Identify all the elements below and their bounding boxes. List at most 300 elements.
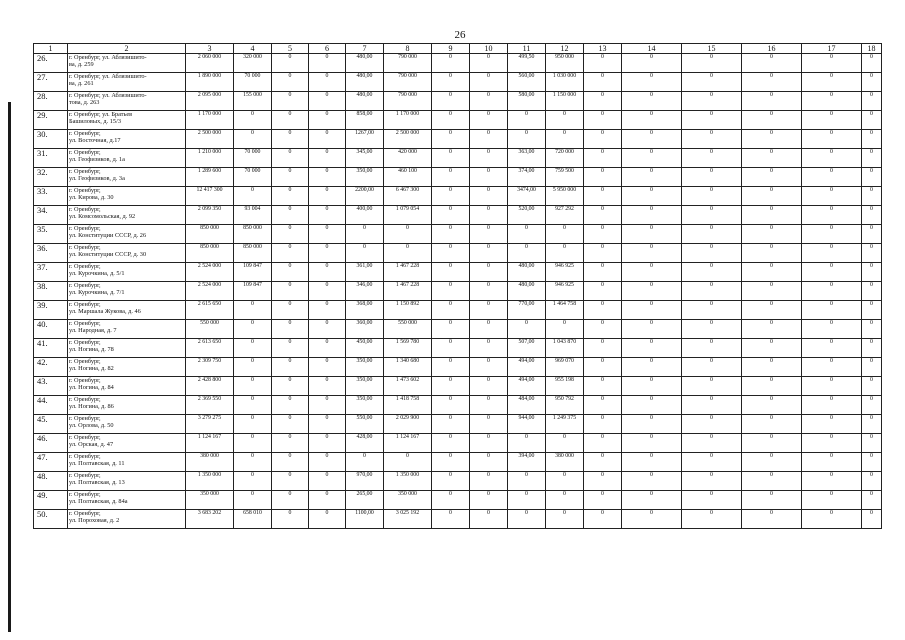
address-line: г. Оренбург, ул. Аблязишито- [69, 54, 147, 62]
value-cell: 0 [309, 130, 346, 149]
value-cell: 0 [546, 434, 584, 453]
value-cell: 0 [584, 491, 622, 510]
value-cell: 320 000 [234, 54, 272, 73]
value-cell: 0 [682, 111, 742, 130]
address-cell [68, 149, 186, 168]
address-line: ул. Конституции СССР, д. 26 [69, 232, 147, 240]
value-cell: 0 [470, 244, 508, 263]
value-cell: 0 [862, 206, 882, 225]
value-cell: 0 [682, 415, 742, 434]
address-line: ул. Орлова, д. 50 [69, 422, 114, 430]
value-cell: 0 [309, 320, 346, 339]
row-number: 31. [34, 149, 68, 168]
value-cell: 0 [432, 149, 470, 168]
address-cell [68, 491, 186, 510]
value-cell: 850 000 [234, 244, 272, 263]
row-number: 36. [34, 244, 68, 263]
address-cell [68, 73, 186, 92]
value-cell: 0 [508, 434, 546, 453]
value-cell: 2 615 650 [186, 301, 234, 320]
value-cell: 0 [546, 320, 584, 339]
value-cell: 1 079 054 [384, 206, 432, 225]
value-cell: 0 [508, 111, 546, 130]
value-cell: 0 [862, 168, 882, 187]
value-cell: 0 [584, 453, 622, 472]
value-cell: 0 [546, 510, 584, 529]
value-cell: 0 [682, 453, 742, 472]
column-header: 7 [346, 44, 384, 54]
address-cell [68, 377, 186, 396]
value-cell: 0 [742, 225, 802, 244]
address-line: г. Оренбург, [69, 149, 101, 157]
value-cell: 550 000 [186, 320, 234, 339]
value-cell: 480,00 [508, 282, 546, 301]
table-row [34, 415, 882, 434]
value-cell: 0 [470, 168, 508, 187]
value-cell: 0 [346, 244, 384, 263]
table-row [34, 377, 882, 396]
value-cell: 0 [234, 396, 272, 415]
value-cell: 1 249 375 [546, 415, 584, 434]
value-cell: 394,00 [508, 453, 546, 472]
table-row [34, 320, 882, 339]
value-cell: 1 467 228 [384, 263, 432, 282]
value-cell: 0 [584, 339, 622, 358]
value-cell: 0 [432, 472, 470, 491]
value-cell: 1 473 602 [384, 377, 432, 396]
row-number: 50. [34, 510, 68, 529]
address-cell [68, 339, 186, 358]
value-cell: 507,00 [508, 339, 546, 358]
value-cell: 380 000 [546, 453, 584, 472]
value-cell: 1 150 000 [546, 92, 584, 111]
value-cell: 1 170 000 [384, 111, 432, 130]
value-cell: 0 [622, 282, 682, 301]
address-line: г. Оренбург, [69, 282, 101, 290]
row-number: 42. [34, 358, 68, 377]
address-line: ул. Курочкина, д. 7/1 [69, 289, 125, 297]
value-cell: 0 [802, 396, 862, 415]
value-cell: 0 [470, 282, 508, 301]
value-cell: 3 279 275 [186, 415, 234, 434]
address-cell [68, 206, 186, 225]
address-cell [68, 510, 186, 529]
value-cell: 0 [802, 510, 862, 529]
value-cell: 2 099 350 [186, 206, 234, 225]
value-cell: 0 [432, 225, 470, 244]
value-cell: 790 000 [384, 54, 432, 73]
table-row [34, 472, 882, 491]
value-cell: 0 [508, 244, 546, 263]
address-cell [68, 130, 186, 149]
value-cell: 970,00 [346, 472, 384, 491]
value-cell: 0 [682, 396, 742, 415]
value-cell: 770,00 [508, 301, 546, 320]
value-cell: 0 [682, 54, 742, 73]
value-cell: 0 [309, 282, 346, 301]
value-cell: 0 [432, 491, 470, 510]
value-cell: 0 [802, 54, 862, 73]
value-cell: 0 [682, 510, 742, 529]
value-cell: 0 [802, 434, 862, 453]
table-row [34, 149, 882, 168]
value-cell: 720 000 [546, 149, 584, 168]
row-number: 43. [34, 377, 68, 396]
value-cell: 109 847 [234, 282, 272, 301]
address-line: ул. Ногина, д. 78 [69, 346, 114, 354]
value-cell: 0 [622, 73, 682, 92]
value-cell: 0 [682, 339, 742, 358]
value-cell: 0 [470, 111, 508, 130]
value-cell: 550 000 [384, 320, 432, 339]
address-line: г. Оренбург, [69, 510, 101, 518]
value-cell: 0 [384, 244, 432, 263]
value-cell: 0 [584, 149, 622, 168]
value-cell: 0 [862, 54, 882, 73]
value-cell: 0 [432, 453, 470, 472]
address-cell [68, 168, 186, 187]
address-line: г. Оренбург, [69, 263, 101, 271]
address-cell [68, 54, 186, 73]
value-cell: 0 [622, 149, 682, 168]
value-cell: 0 [546, 472, 584, 491]
row-number: 32. [34, 168, 68, 187]
value-cell: 0 [742, 187, 802, 206]
address-line: ул. Ногина, д. 82 [69, 365, 114, 373]
value-cell: 0 [682, 282, 742, 301]
value-cell: 0 [470, 320, 508, 339]
table-row [34, 491, 882, 510]
value-cell: 350,00 [346, 168, 384, 187]
value-cell: 0 [742, 301, 802, 320]
row-number: 49. [34, 491, 68, 510]
value-cell: 0 [234, 491, 272, 510]
value-cell: 1 210 000 [186, 149, 234, 168]
value-cell: 0 [584, 168, 622, 187]
value-cell: 0 [546, 244, 584, 263]
value-cell: 0 [682, 206, 742, 225]
value-cell: 0 [802, 358, 862, 377]
value-cell: 345,00 [346, 149, 384, 168]
value-cell: 380 000 [186, 453, 234, 472]
value-cell: 0 [432, 111, 470, 130]
value-cell: 0 [622, 244, 682, 263]
value-cell: 0 [432, 434, 470, 453]
value-cell: 0 [546, 225, 584, 244]
value-cell: 560,00 [508, 73, 546, 92]
value-cell: 0 [584, 54, 622, 73]
row-number: 48. [34, 472, 68, 491]
value-cell: 0 [682, 130, 742, 149]
value-cell: 790 000 [384, 73, 432, 92]
value-cell: 0 [272, 301, 309, 320]
value-cell: 480,00 [346, 54, 384, 73]
value-cell: 0 [584, 282, 622, 301]
value-cell: 0 [234, 320, 272, 339]
value-cell: 0 [470, 453, 508, 472]
value-cell: 0 [742, 396, 802, 415]
address-line: ул. Ногина, д. 86 [69, 403, 114, 411]
value-cell: 0 [309, 472, 346, 491]
value-cell: 0 [346, 453, 384, 472]
address-line: ул. Полтавская, д. 84а [69, 498, 128, 506]
value-cell: 1 124 167 [186, 434, 234, 453]
table-row [34, 225, 882, 244]
table-row [34, 130, 882, 149]
value-cell: 1 350 000 [186, 472, 234, 491]
value-cell: 0 [272, 244, 309, 263]
value-cell: 0 [234, 377, 272, 396]
value-cell: 520,00 [508, 206, 546, 225]
value-cell: 0 [584, 187, 622, 206]
table-row [34, 453, 882, 472]
value-cell: 0 [862, 263, 882, 282]
value-cell: 2 524 000 [186, 263, 234, 282]
row-number: 34. [34, 206, 68, 225]
value-cell: 0 [309, 92, 346, 111]
value-cell: 0 [622, 225, 682, 244]
value-cell: 1 030 000 [546, 73, 584, 92]
address-line: г. Оренбург, [69, 453, 101, 461]
value-cell: 0 [862, 149, 882, 168]
value-cell: 0 [622, 434, 682, 453]
value-cell: 0 [742, 434, 802, 453]
value-cell: 0 [432, 73, 470, 92]
value-cell: 0 [309, 491, 346, 510]
value-cell: 0 [584, 510, 622, 529]
value-cell: 0 [272, 92, 309, 111]
value-cell: 0 [432, 54, 470, 73]
table-row [34, 358, 882, 377]
address-line: г. Оренбург, [69, 377, 101, 385]
address-line: г. Оренбург, ул. Братьев [69, 111, 133, 119]
value-cell: 0 [742, 415, 802, 434]
value-cell: 480,00 [346, 92, 384, 111]
row-number: 26. [34, 54, 68, 73]
value-cell: 346,00 [346, 282, 384, 301]
value-cell: 350,00 [346, 377, 384, 396]
value-cell: 70 000 [234, 73, 272, 92]
value-cell: 927 292 [546, 206, 584, 225]
value-cell: 0 [508, 320, 546, 339]
address-line: ул. Курочкина, д. 5/1 [69, 270, 125, 278]
value-cell: 0 [862, 244, 882, 263]
row-number: 33. [34, 187, 68, 206]
value-cell: 0 [862, 282, 882, 301]
value-cell: 0 [862, 339, 882, 358]
address-line: ул. Маршала Жукова, д. 46 [69, 308, 141, 316]
column-header: 17 [802, 44, 862, 54]
value-cell: 2200,00 [346, 187, 384, 206]
value-cell: 0 [802, 453, 862, 472]
value-cell: 858,00 [346, 111, 384, 130]
value-cell: 0 [470, 377, 508, 396]
address-line: г. Оренбург, [69, 415, 101, 423]
value-cell: 0 [384, 453, 432, 472]
table-row [34, 73, 882, 92]
address-cell [68, 358, 186, 377]
column-header: 16 [742, 44, 802, 54]
value-cell: 0 [584, 472, 622, 491]
value-cell: 484,00 [508, 396, 546, 415]
value-cell: 0 [742, 111, 802, 130]
value-cell: 1 150 892 [384, 301, 432, 320]
value-cell: 0 [470, 73, 508, 92]
value-cell: 0 [309, 244, 346, 263]
address-line: ул. Кирова, д. 30 [69, 194, 114, 202]
value-cell: 0 [272, 206, 309, 225]
value-cell: 0 [802, 415, 862, 434]
value-cell: 0 [802, 73, 862, 92]
value-cell: 0 [584, 244, 622, 263]
value-cell: 0 [802, 244, 862, 263]
value-cell: 0 [470, 130, 508, 149]
address-line: ул. Геофизиков, д. 3а [69, 175, 125, 183]
column-header: 6 [309, 44, 346, 54]
value-cell: 0 [234, 358, 272, 377]
value-cell: 1 043 870 [546, 339, 584, 358]
value-cell: 0 [682, 434, 742, 453]
value-cell: 1 124 167 [384, 434, 432, 453]
column-header: 8 [384, 44, 432, 54]
value-cell: 0 [622, 301, 682, 320]
value-cell: 2 095 000 [186, 92, 234, 111]
value-cell: 0 [234, 434, 272, 453]
value-cell: 0 [432, 282, 470, 301]
value-cell: 0 [470, 225, 508, 244]
value-cell: 0 [234, 453, 272, 472]
address-line: това, д. 263 [69, 99, 100, 107]
address-cell [68, 472, 186, 491]
value-cell: 0 [234, 301, 272, 320]
row-number: 44. [34, 396, 68, 415]
value-cell: 0 [234, 130, 272, 149]
column-header: 14 [622, 44, 682, 54]
table-row [34, 54, 882, 73]
value-cell: 550,00 [346, 415, 384, 434]
value-cell: 0 [309, 187, 346, 206]
value-cell: 0 [862, 472, 882, 491]
value-cell: 363,00 [508, 149, 546, 168]
value-cell: 0 [862, 415, 882, 434]
value-cell: 0 [682, 472, 742, 491]
column-header: 10 [470, 44, 508, 54]
value-cell: 3474,00 [508, 187, 546, 206]
row-number: 30. [34, 130, 68, 149]
value-cell: 0 [622, 187, 682, 206]
value-cell: 0 [470, 206, 508, 225]
value-cell: 0 [862, 358, 882, 377]
value-cell: 0 [862, 491, 882, 510]
value-cell: 1 418 758 [384, 396, 432, 415]
value-cell: 0 [234, 111, 272, 130]
address-cell [68, 415, 186, 434]
value-cell: 0 [272, 434, 309, 453]
address-line: г. Оренбург, [69, 244, 101, 252]
value-cell: 1 170 000 [186, 111, 234, 130]
value-cell: 350 000 [384, 491, 432, 510]
value-cell: 0 [682, 263, 742, 282]
value-cell: 0 [862, 453, 882, 472]
column-header: 1 [34, 44, 68, 54]
value-cell: 1 350 000 [384, 472, 432, 491]
value-cell: 0 [432, 415, 470, 434]
value-cell: 0 [742, 472, 802, 491]
address-line: ва, д. 261 [69, 80, 94, 88]
value-cell: 944,00 [508, 415, 546, 434]
value-cell: 0 [622, 263, 682, 282]
value-cell: 0 [622, 339, 682, 358]
value-cell: 0 [622, 396, 682, 415]
value-cell: 0 [346, 225, 384, 244]
value-cell: 70 000 [234, 168, 272, 187]
value-cell: 0 [742, 73, 802, 92]
value-cell: 0 [309, 358, 346, 377]
address-line: г. Оренбург, [69, 358, 101, 366]
table-row [34, 111, 882, 130]
column-header: 3 [186, 44, 234, 54]
value-cell: 0 [802, 263, 862, 282]
value-cell: 0 [682, 491, 742, 510]
address-cell [68, 187, 186, 206]
value-cell: 0 [272, 282, 309, 301]
value-cell: 0 [470, 263, 508, 282]
row-number: 37. [34, 263, 68, 282]
address-line: г. Оренбург, [69, 396, 101, 404]
value-cell: 950 792 [546, 396, 584, 415]
value-cell: 428,00 [346, 434, 384, 453]
value-cell: 494,00 [508, 358, 546, 377]
value-cell: 93 004 [234, 206, 272, 225]
value-cell: 0 [802, 225, 862, 244]
value-cell: 499,50 [508, 54, 546, 73]
value-cell: 12 417 300 [186, 187, 234, 206]
value-cell: 0 [742, 130, 802, 149]
value-cell: 1100,00 [346, 510, 384, 529]
value-cell: 0 [272, 377, 309, 396]
address-cell [68, 453, 186, 472]
value-cell: 955 198 [546, 377, 584, 396]
address-line: г. Оренбург, [69, 434, 101, 442]
address-cell [68, 396, 186, 415]
value-cell: 0 [272, 396, 309, 415]
value-cell: 790 000 [384, 92, 432, 111]
address-line: ул. Народная, д. 7 [69, 327, 117, 335]
value-cell: 0 [272, 415, 309, 434]
value-cell: 0 [682, 320, 742, 339]
value-cell: 1 890 000 [186, 73, 234, 92]
value-cell: 0 [742, 358, 802, 377]
value-cell: 0 [862, 225, 882, 244]
value-cell: 0 [272, 491, 309, 510]
value-cell: 0 [622, 510, 682, 529]
address-line: г. Оренбург, [69, 339, 101, 347]
address-line: ул. Ногина, д. 84 [69, 384, 114, 392]
value-cell: 946 925 [546, 282, 584, 301]
value-cell: 0 [234, 187, 272, 206]
value-cell: 350 000 [186, 491, 234, 510]
value-cell: 850 000 [186, 225, 234, 244]
value-cell: 0 [432, 130, 470, 149]
value-cell: 0 [272, 54, 309, 73]
value-cell: 2 029 900 [384, 415, 432, 434]
value-cell: 0 [802, 282, 862, 301]
address-line: ул. Восточная, д.17 [69, 137, 121, 145]
value-cell: 0 [862, 396, 882, 415]
value-cell: 0 [309, 73, 346, 92]
value-cell: 0 [742, 320, 802, 339]
value-cell: 0 [309, 54, 346, 73]
